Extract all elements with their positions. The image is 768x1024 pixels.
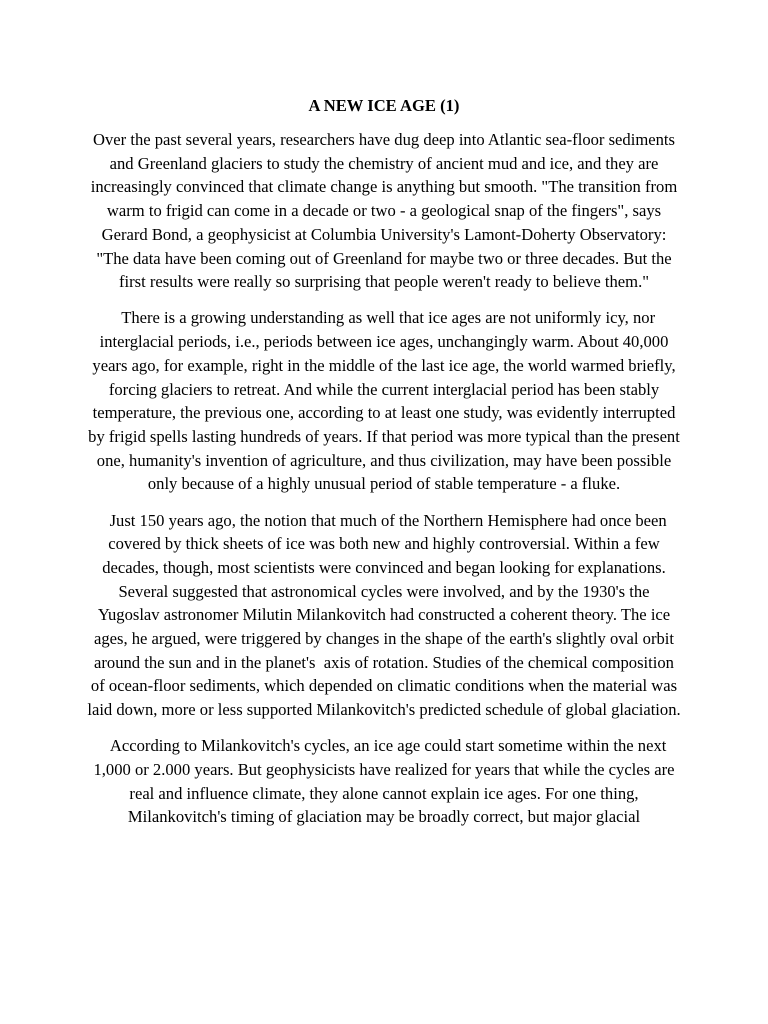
- document-body: [87, 94, 684, 842]
- paragraph-1: Over the past several years, researchers have dug deep into Atlantic sea-floor sediments and Greenland glaciers to study the chemistry of ancient mud and ice, and they are increasingly convinced that climate change is anything but smooth. "The transition from warm to frigid can come in a decade or two - a geological snap of the fingers", says Gerard Bond, a geophysicist at Columbia University's Lamont-Doherty Observatory: "The data have been coming out of Greenland for maybe two or three decades. But the first results were really so surprising that people weren't ready to believe them.": [90, 130, 682, 292]
- paragraph-2: There is a growing understanding as well that ice ages are not uniformly icy, nor interglacial periods, i.e., periods between ice ages, unchangingly warm. About 40,000 years ago, for example, right in the middle of the last ice age, the world warmed briefly, forcing glaciers to retreat. And while the current interglacial period has been stably temperature, the previous one, according to at least one study, was evidently interrupted by frigid spells lasting hundreds of years. If that period was more typical than the present one, humanity's invention of agriculture, and thus civilization, may have been possible only because of a highly unusual period of stable temperature - a fluke.: [88, 308, 684, 494]
- document-title: A NEW ICE AGE (1): [308, 96, 460, 115]
- paragraph-4: According to Milankovitch's cycles, an ice age could start sometime within the next 1,000 or 2.000 years. But geophysicists have realized for years that while the cycles are real and influence climate, they alone cannot explain ice ages. For one thing, Milankovitch's timing of glaciation may be broadly correct, but major glacial: [93, 736, 679, 827]
- paragraph-3: Just 150 years ago, the notion that much of the Northern Hemisphere had once been covered by thick sheets of ice was both new and highly controversial. Within a few decades, though, most scientists were convinced and began looking for explanations. Several suggested that astronomical cycles were involved, and by the 1930's the Yugoslav astronomer Milutin Milankovitch had constructed a coherent theory. The ice ages, he argued, were triggered by changes in the shape of the earth's slightly oval orbit around the sun and in the planet's axis of rotation. Studies of the chemical composition of ocean-floor sediments, which depended on climatic conditions when the material was laid down, more or less supported Milankovitch's predicted schedule of global glaciation.: [87, 510, 682, 720]
